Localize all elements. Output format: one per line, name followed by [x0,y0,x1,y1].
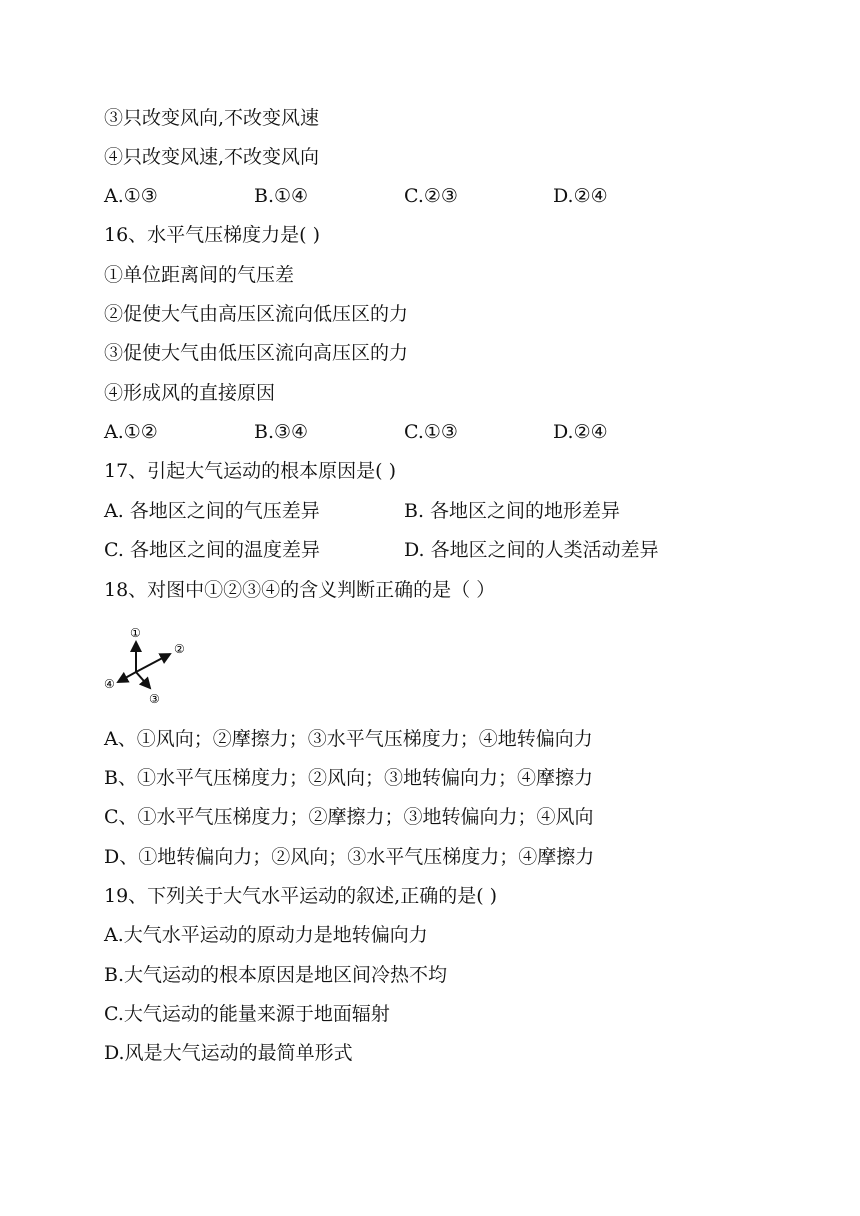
q18-choice-a: A、①风向；②摩擦力；③水平气压梯度力；④地转偏向力 [104,728,593,750]
q19-choice-a: A.大气水平运动的原动力是地转偏向力 [104,924,428,946]
force-arrows-figure [100,622,196,710]
q16-choice-a: A.①② [104,421,158,443]
q15-choice-c: C.②③ [404,185,458,207]
q16-choice-d: D.②④ [553,421,608,443]
q16-choice-b: B.③④ [254,421,309,443]
q16-choice-c: C.①③ [404,421,458,443]
q19-choice-d: D.风是大气运动的最简单形式 [104,1042,353,1064]
q18-choice-b: B、①水平气压梯度力；②风向；③地转偏向力；④摩擦力 [104,767,593,789]
q17-stem: 17、引起大气运动的根本原因是( ) [104,460,397,482]
arrow-2 [136,654,170,672]
q15-item-3: ③只改变风向,不改变风速 [104,107,320,129]
q18-stem: 18、对图中①②③④的含义判断正确的是（ ） [104,579,496,601]
q19-choice-c: C.大气运动的能量来源于地面辐射 [104,1003,390,1025]
q15-choice-b: B.①④ [254,185,309,207]
q16-item-1: ①单位距离间的气压差 [104,264,295,286]
arrow-3 [136,672,150,688]
q18-choice-c: C、①水平气压梯度力；②摩擦力；③地转偏向力；④风向 [104,806,594,828]
q17-choice-b: B. 各地区之间的地形差异 [404,500,621,522]
q15-choice-d: D.②④ [553,185,608,207]
force-arrows-diagram [100,622,196,710]
q19-stem: 19、下列关于大气水平运动的叙述,正确的是( ) [104,885,498,907]
q16-item-2: ②促使大气由高压区流向低压区的力 [104,303,409,325]
q16-item-4: ④形成风的直接原因 [104,382,276,404]
label-4: ④ [104,677,115,691]
q16-item-3: ③促使大气由低压区流向高压区的力 [104,342,409,364]
arrow-4 [118,672,136,682]
q15-item-4: ④只改变风速,不改变风向 [104,146,320,168]
q17-choice-c: C. 各地区之间的温度差异 [104,539,320,561]
q18-choice-d: D、①地转偏向力；②风向；③水平气压梯度力；④摩擦力 [104,846,595,868]
label-3: ③ [149,692,160,706]
q17-choice-a: A. 各地区之间的气压差异 [104,500,320,522]
q15-choice-a: A.①③ [104,185,158,207]
label-2: ② [174,642,185,656]
label-1: ① [130,626,141,640]
q19-choice-b: B.大气运动的根本原因是地区间冷热不均 [104,964,448,986]
q17-choice-d: D. 各地区之间的人类活动差异 [404,539,659,561]
q16-stem: 16、水平气压梯度力是( ) [104,224,321,246]
